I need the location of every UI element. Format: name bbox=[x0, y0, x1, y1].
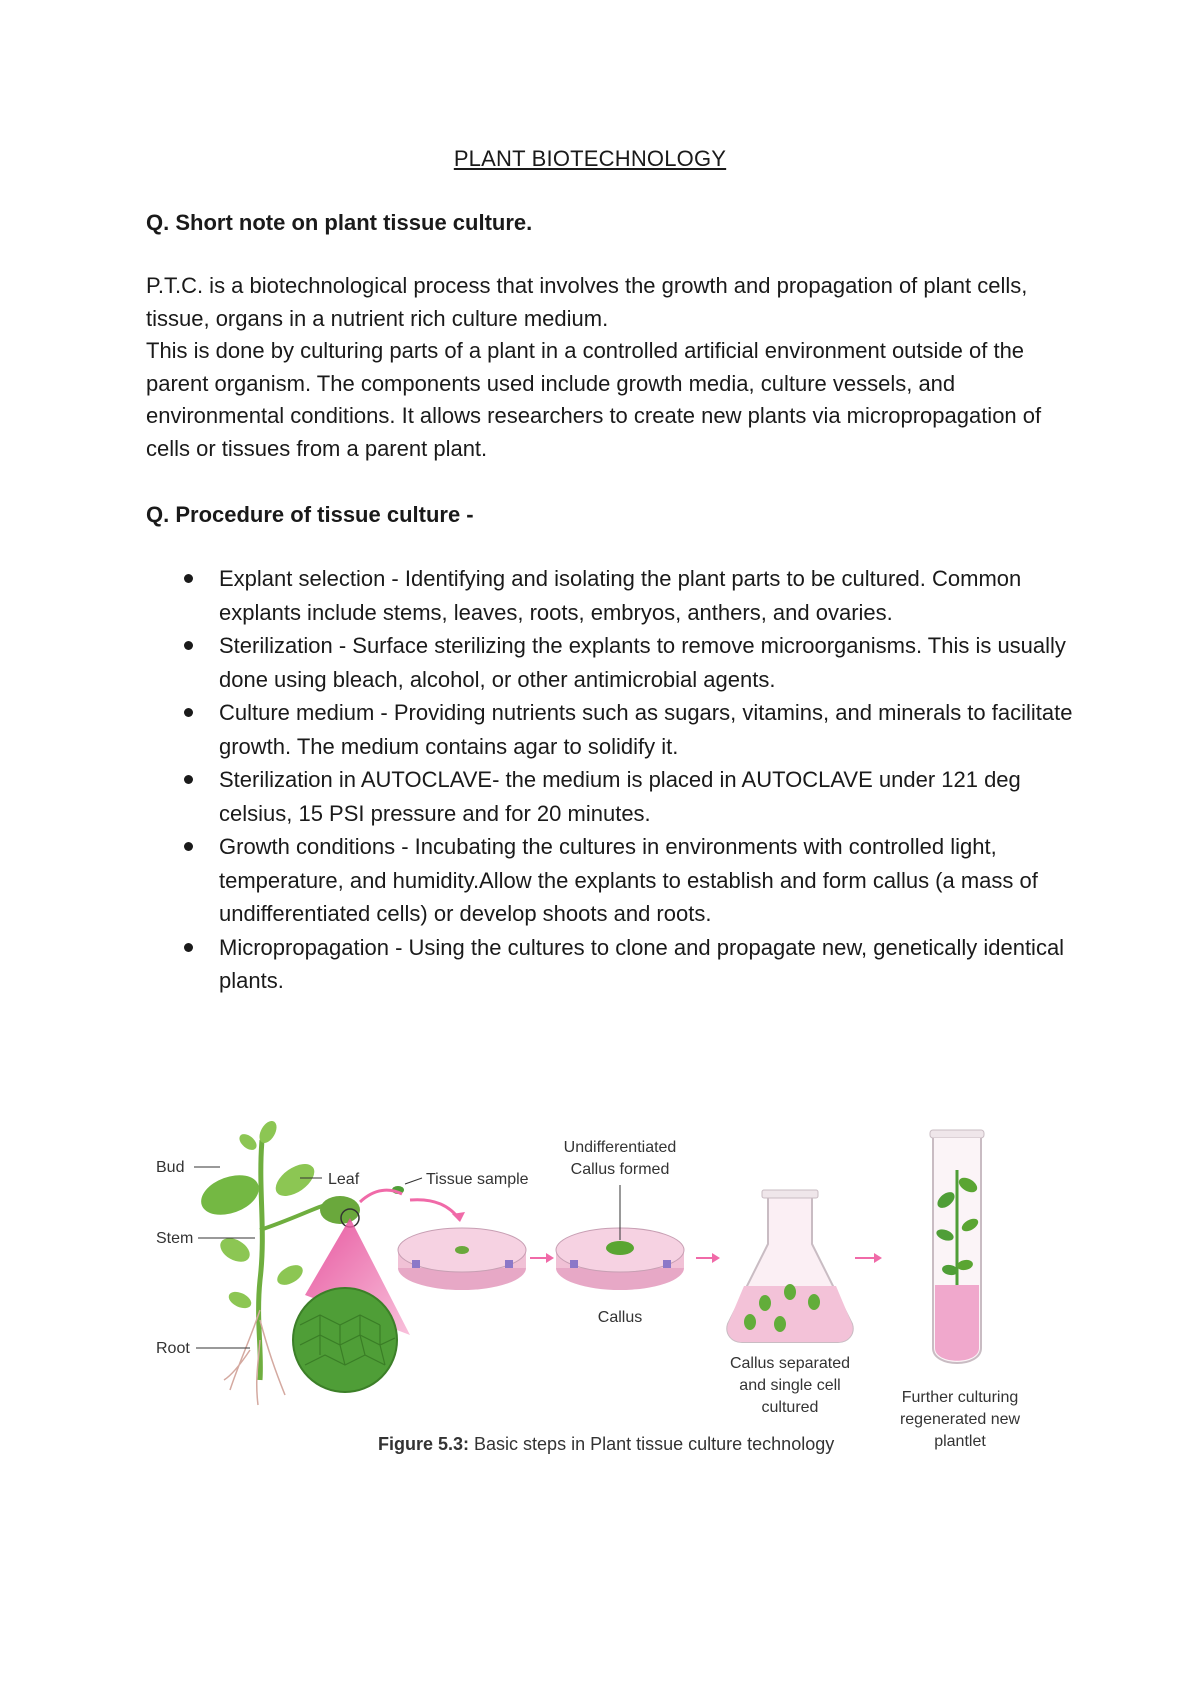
label-callus-formed: Callus formed bbox=[570, 1161, 670, 1178]
label-callus: Callus bbox=[597, 1309, 643, 1326]
procedure-list bbox=[146, 562, 1086, 998]
plant-leaf bbox=[196, 1168, 265, 1222]
plant-roots bbox=[224, 1310, 285, 1405]
petri-dish-2 bbox=[556, 1185, 684, 1290]
plant-leaf bbox=[270, 1158, 320, 1203]
list-item bbox=[146, 629, 1086, 696]
question-1-heading: Q. Short note on plant tissue culture. bbox=[146, 210, 533, 235]
step-text: Culture medium - Providing nutrients such as sugars, vitamins, and minerals to facilitate growth. The medium contains agar to solidify it. bbox=[219, 700, 1073, 759]
list-item bbox=[146, 931, 1086, 998]
arrow-icon bbox=[410, 1200, 460, 1220]
plant-illustration bbox=[196, 1118, 410, 1405]
arrow-icon bbox=[874, 1253, 882, 1263]
caption-text: Basic steps in Plant tissue culture technology bbox=[469, 1434, 835, 1454]
bullet-icon bbox=[184, 842, 193, 851]
tissue-culture-figure bbox=[150, 1110, 1080, 1490]
label-leaf: Leaf bbox=[328, 1171, 360, 1188]
question-1-answer bbox=[146, 270, 1086, 465]
list-item bbox=[146, 562, 1086, 629]
label-regenerated-new: regenerated new bbox=[899, 1411, 1021, 1428]
conical-flask bbox=[727, 1190, 852, 1342]
page-title: PLANT BIOTECHNOLOGY bbox=[453, 146, 727, 171]
label-root: Root bbox=[156, 1340, 190, 1357]
petri-dish-1 bbox=[398, 1228, 526, 1290]
label-plantlet: plantlet bbox=[934, 1433, 986, 1450]
answer-paragraph-2: This is done by culturing parts of a plant in a controlled artificial environment outside of the parent organism. The components used include growth media, culture vessels, and environmental conditions. It allows researchers to create new plants via micropropagation of cells or tissues from a parent plant. bbox=[146, 338, 1042, 461]
callus-cell bbox=[759, 1295, 771, 1311]
callus-cell bbox=[744, 1314, 756, 1330]
list-item bbox=[146, 763, 1086, 830]
plant-branch bbox=[260, 1205, 325, 1230]
label-tissue-sample: Tissue sample bbox=[426, 1171, 529, 1188]
cell-magnified bbox=[293, 1288, 397, 1392]
label-stem: Stem bbox=[156, 1230, 194, 1247]
plant-leaf bbox=[236, 1131, 259, 1153]
label-cultured: cultured bbox=[761, 1399, 819, 1416]
bullet-icon bbox=[184, 775, 193, 784]
callus-cell bbox=[784, 1284, 796, 1300]
figure-caption bbox=[378, 1434, 834, 1454]
step-text: Growth conditions - Incubating the cultures in environments with controlled light, temperature, and humidity.Allow the explants to establish and form callus (a mass of undifferentiated cells) or develop shoots and roots. bbox=[219, 834, 1038, 926]
callus-cell bbox=[808, 1294, 820, 1310]
step-text: Sterilization - Surface sterilizing the explants to remove microorganisms. This is usually done using bleach, alcohol, or other antimicrobial agents. bbox=[219, 633, 1066, 692]
bullet-icon bbox=[184, 943, 193, 952]
arrow-icon bbox=[360, 1190, 402, 1202]
label-further-culturing: Further culturing bbox=[901, 1389, 1019, 1406]
step-text: Micropropagation - Using the cultures to clone and propagate new, genetically identical plants. bbox=[219, 934, 1065, 993]
tissue-piece bbox=[455, 1246, 469, 1254]
bullet-icon bbox=[184, 708, 193, 717]
plant-leaf bbox=[274, 1261, 306, 1289]
callus-cell bbox=[774, 1316, 786, 1332]
list-item bbox=[146, 696, 1086, 763]
step-text: Explant selection - Identifying and isolating the plant parts to be cultured. Common explants include stems, leaves, roots, embryos, anthers, and ovaries. bbox=[219, 566, 1022, 625]
figure-illustration bbox=[150, 1110, 1080, 1490]
step-text: Sterilization in AUTOCLAVE- the medium is placed in AUTOCLAVE under 121 deg celsius, 15 PSI pressure and for 20 minutes. bbox=[219, 767, 1021, 826]
bullet-icon bbox=[184, 641, 193, 650]
test-tube bbox=[930, 1130, 984, 1363]
question-2-heading: Q. Procedure of tissue culture - bbox=[146, 502, 474, 527]
label-bud: Bud bbox=[156, 1159, 185, 1176]
callus-mass bbox=[606, 1241, 634, 1255]
caption-label: Figure 5.3: bbox=[378, 1434, 470, 1454]
plant-leaf bbox=[226, 1289, 254, 1312]
label-single-cell: and single cell bbox=[739, 1377, 841, 1394]
bullet-icon bbox=[184, 574, 193, 583]
label-callus-separated: Callus separated bbox=[729, 1355, 851, 1372]
arrow-icon bbox=[546, 1253, 554, 1263]
label-undifferentiated: Undifferentiated bbox=[563, 1139, 677, 1156]
arrow-icon bbox=[712, 1253, 720, 1263]
list-item bbox=[146, 830, 1086, 931]
answer-paragraph-1: P.T.C. is a biotechnological process that involves the growth and propagation of plant cells, tissue, organs in a nutrient rich culture medium. bbox=[146, 273, 1028, 331]
